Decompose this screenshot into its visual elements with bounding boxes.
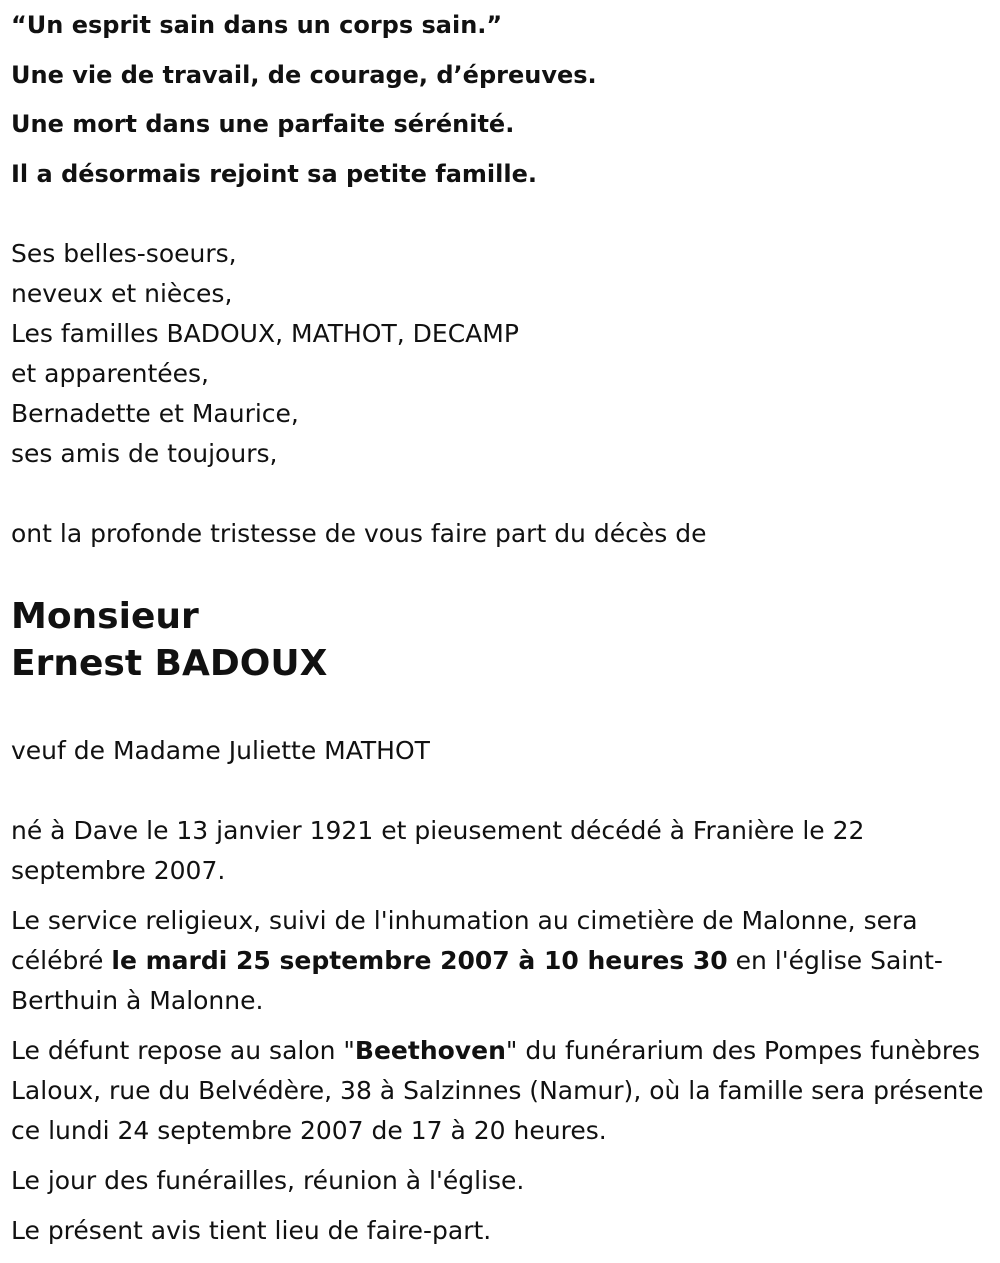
family-line: Les familles BADOUX, MATHOT, DECAMP [11,319,519,348]
birth-death-text: né à Dave le 13 janvier 1921 et pieusement décédé à Franière le 22 septembre 2007. [11,816,865,885]
obituary-notice [11,0,986,1261]
family-line: neveux et nièces, [11,279,233,308]
family-line: et apparentées, [11,359,209,388]
service-text [11,901,986,1021]
service-intro: Le service religieux, suivi de l'inhumation au cimetière de Malonne, sera célébré [11,906,918,975]
widower-of-text: veuf de Madame Juliette MATHOT [11,736,430,765]
repose-rest: " du funérarium des Pompes funèbres Laloux, rue du Belvédère, 38 à Salzinnes (Namur), où la famille sera présente ce lundi 24 septembre 2007 de 17 à 20 heures. [11,1036,984,1145]
deceased-name-block [11,593,986,687]
service-datetime: le mardi 25 septembre 2007 à 10 heures 30 [111,946,728,975]
service-place: en l'église Saint-Berthuin à Malonne. [11,946,943,1015]
deceased-title: Monsieur [11,596,199,637]
family-line: ses amis de toujours, [11,439,278,468]
deceased-name: Ernest BADOUX [11,643,328,684]
funeral-day-text: Le jour des funérailles, réunion à l'église. [11,1166,525,1195]
repose-text [11,1031,986,1151]
quote-line: Une vie de travail, de courage, d’épreuves. [11,60,597,89]
notice-text: Le présent avis tient lieu de faire-part. [11,1216,492,1245]
epitaph-quote [11,0,986,199]
quote-line: “Un esprit sain dans un corps sain.” [11,11,503,39]
announcement-text: ont la profonde tristesse de vous faire part du décès de [11,519,707,548]
repose-intro: Le défunt repose au salon " [11,1036,355,1065]
funeral-details [11,811,986,1251]
quote-line: Une mort dans une parfaite sérénité. [11,110,515,138]
family-list [11,234,986,474]
repose-salon: Beethoven [354,1036,506,1065]
family-line: Ses belles-soeurs, [11,239,237,268]
family-line: Bernadette et Maurice, [11,399,299,428]
quote-line: Il a désormais rejoint sa petite famille. [11,159,537,188]
